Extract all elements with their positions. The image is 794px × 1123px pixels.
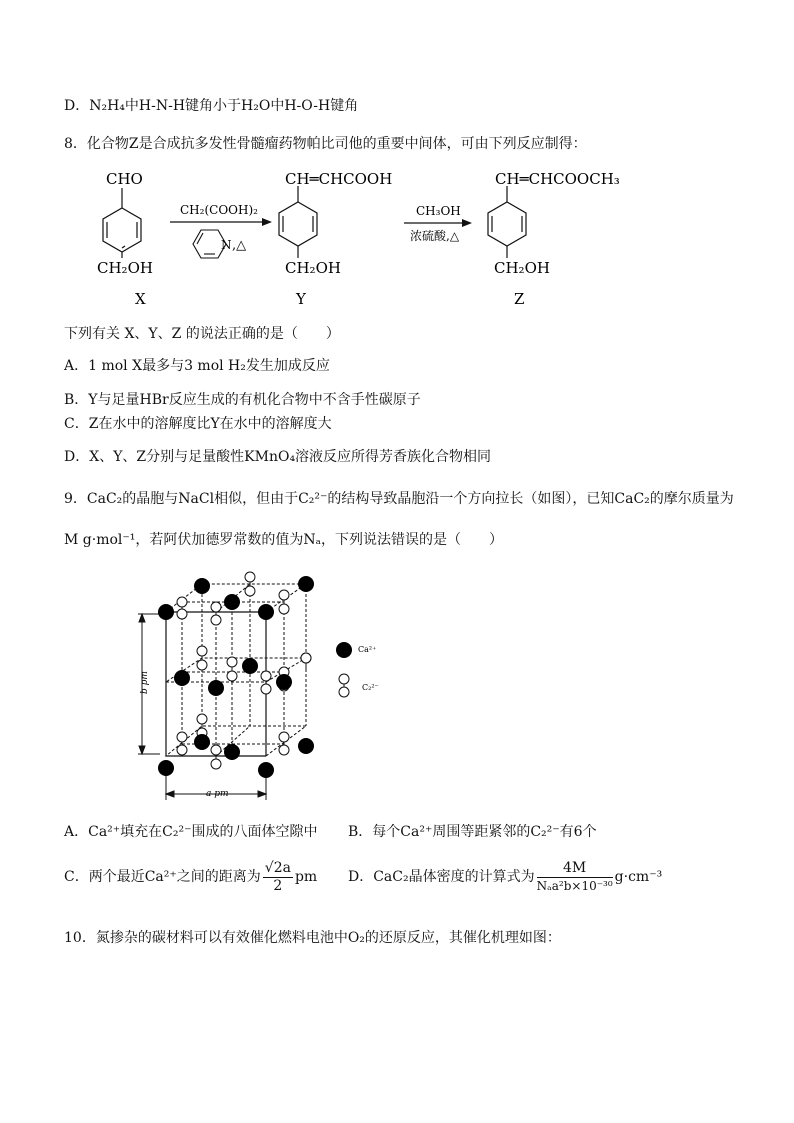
q9-option-c-numerator: √2a — [264, 859, 291, 876]
q8-option-b: B．Y与足量HBr反应生成的有机化合物中不含手性碳原子 — [64, 392, 421, 408]
q9-option-b: B．每个Ca²⁺周围等距紧邻的C₂²⁻有6个 — [348, 824, 597, 840]
q8-question: 下列有关 X、Y、Z 的说法正确的是（ ） — [64, 326, 340, 342]
q8-reaction-scheme — [0, 162, 794, 312]
pyridine-n: N — [221, 238, 232, 252]
q9-stem-line1: 9．CaC₂的晶胞与NaCl相似，但由于C₂²⁻的结构导致晶胞沿一个方向拉长（如图），已知CaC₂的摩尔质量为 — [64, 491, 734, 507]
q9-option-c-denominator: 2 — [273, 877, 283, 894]
q7-option-d-text: N₂H₄中H-N-H键角小于H₂O中H-O-H键角 — [89, 98, 359, 114]
arrow-2-head — [462, 219, 472, 227]
b-label: b pm — [140, 671, 150, 694]
q9-option-c-fraction — [263, 860, 293, 895]
q8-stem: 8．化合物Z是合成抗多发性骨髓瘤药物帕比司他的重要中间体，可由下列反应制得： — [64, 136, 587, 152]
q9-option-a: A．Ca²⁺填充在C₂²⁻围成的八面体空隙中 — [64, 824, 318, 840]
q9-stem-line2: M g·mol⁻¹，若阿伏加德罗常数的值为Nₐ，下列说法错误的是（ ） — [64, 532, 504, 548]
q9-crystal-figure — [120, 562, 520, 812]
z-bottom-group: CH₂OH — [494, 259, 550, 277]
x-bottom-group: CH₂OH — [97, 259, 153, 277]
q9-option-d-unit: g·cm⁻³ — [614, 869, 663, 885]
x-label: X — [135, 290, 146, 308]
molecule-x — [103, 188, 141, 258]
q7-option-d — [64, 96, 358, 116]
z-label: Z — [514, 290, 525, 308]
q8-option-d: D．X、Y、Z分别与足量酸性KMnO₄溶液反应所得芳香族化合物相同 — [64, 449, 492, 465]
y-bottom-group: CH₂OH — [285, 259, 341, 277]
q9-option-c — [64, 858, 317, 896]
q9-option-d-numerator: 4M — [537, 860, 613, 878]
molecule-z — [488, 186, 526, 258]
x-top-group: CHO — [106, 170, 143, 188]
q8-option-a: A．1 mol X最多与3 mol H₂发生加成反应 — [64, 358, 330, 374]
y-label: Y — [296, 290, 306, 308]
legend-c2-label: C₂²⁻ — [362, 683, 379, 692]
y-top-group: CH═CHCOOH — [285, 170, 393, 188]
arrow-1-reagent: CH₂(COOH)₂ — [180, 203, 258, 217]
a-label: a pm — [206, 789, 229, 799]
arrow-2-reagent: CH₃OH — [416, 204, 461, 218]
q9-option-d-prefix: D．CaC₂晶体密度的计算式为 — [348, 869, 535, 885]
legend-c2-icon — [339, 674, 349, 697]
z-top-group: CH═CHCOOCH₃ — [495, 170, 620, 188]
q10-stem: 10．氮掺杂的碳材料可以有效催化燃料电池中O₂的还原反应，其催化机理如图： — [64, 930, 561, 946]
q7-option-d-label: D． — [64, 98, 90, 114]
arrow-1-head — [262, 218, 272, 226]
q9-option-c-unit: pm — [294, 869, 318, 885]
arrow-2-condition: 浓硫酸,△ — [410, 229, 460, 243]
arrow-1-condition: ,△ — [232, 238, 247, 253]
molecule-y — [279, 186, 317, 258]
legend-ca-icon — [336, 642, 352, 658]
q9-option-d-denominator: Nₐa²b×10⁻³⁰ — [536, 878, 613, 893]
legend-ca-label: Ca²⁺ — [358, 645, 377, 654]
q9-option-d — [348, 858, 662, 896]
q9-option-d-fraction — [537, 860, 613, 895]
q8-option-c: C．Z在水中的溶解度比Y在水中的溶解度大 — [64, 416, 332, 432]
q9-option-c-prefix: C．两个最近Ca²⁺之间的距离为 — [64, 869, 261, 885]
